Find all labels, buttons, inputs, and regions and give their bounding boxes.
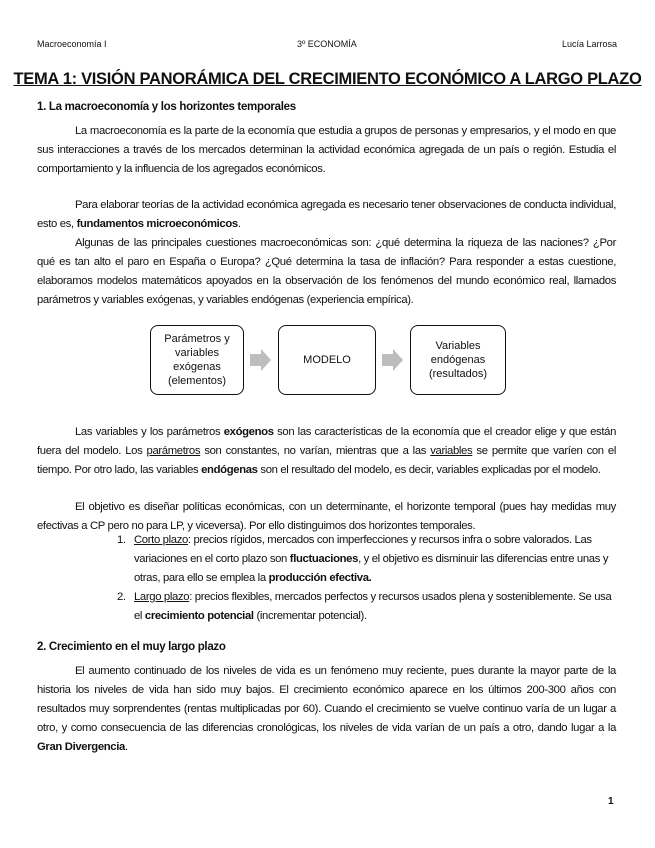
list-text <box>134 588 616 626</box>
bold-text: crecimiento potencial <box>144 610 254 622</box>
underlined-text: Corto plazo <box>134 534 188 546</box>
horizons-list <box>117 531 616 626</box>
paragraph <box>37 196 616 234</box>
bold-text: Gran Divergencia <box>37 741 125 753</box>
section-1-heading: 1. La macroeconomía y los horizontes temporales <box>37 101 296 113</box>
text-run: son las características de la economía que el creador elige y que están fuera del modelo. Los <box>37 426 617 457</box>
underlined-text: parámetros <box>146 445 201 457</box>
bold-text: fluctuaciones <box>289 553 359 565</box>
document-title: TEMA 1: VISIÓN PANORÁMICA DEL CRECIMIENTO ECONÓMICO A LARGO PLAZO <box>13 70 642 88</box>
text-run: Algunas de las principales cuestiones macroeconómicas son: ¿qué determina la riqueza de las naciones? ¿Por qué es tan alto el paro en España o Europa? ¿Qué determina la tasa de inflación? Para responder a estas cuestione, elaboramos modelos matemáticos apoyados en la observación de los fenómenos del mundo económico real, llamados parámetros y variables exógenas, y variables endógenas (experiencia empírica). <box>37 237 616 306</box>
section-2-heading: 2. Crecimiento en el muy largo plazo <box>37 641 226 653</box>
text-run: (incrementar potencial). <box>253 610 367 622</box>
list-number: 1. <box>117 534 126 546</box>
bold-text: producción efectiva. <box>268 572 372 584</box>
text-run: Para elaborar teorías de la actividad económica agregada es necesario tener observaciones de conducta individual, esto es, <box>37 199 616 230</box>
text-run: . <box>237 218 241 230</box>
text-run: son el resultado del modelo, es decir, variables explicadas por el modelo. <box>257 464 601 476</box>
text-run: El aumento continuado de los niveles de vida es un fenómeno muy reciente, pues durante la mayor parte de la historia los niveles de vida han sido muy bajos. El crecimiento económico aparece en los últimos 200-300 años con resultados muy sorprendentes (rentas multiplicadas por 60). Cuando el crecimiento se vuelve continuo varía de un lugar a otro, y como consecuencia de las diferencias cronológicas, los niveles de vida varían de un país a otro, dando lugar a la <box>37 665 616 734</box>
header-author: Lucía Larrosa <box>561 39 617 49</box>
list-number: 2. <box>117 591 126 603</box>
text-run: . <box>124 741 128 753</box>
bold-text: exógenos <box>223 426 274 438</box>
text-run: : precios rígidos, mercados con imperfecciones y recursos infra o sobre valorados. Las variaciones en el corto plazo son <box>134 534 592 565</box>
diagram-input-box: Parámetros y variables exógenas (elementos) <box>150 325 244 395</box>
text-run: El objetivo es diseñar políticas económicas, con un determinante, el horizonte temporal (pues hay medidas muy efectivas a CP pero no para LP, y viceversa). Por ello distinguimos dos horizontes temporales. <box>37 501 616 532</box>
diagram-output-box: Variables endógenas (resultados) <box>410 325 506 395</box>
list-item <box>117 531 616 588</box>
text-run: : precios flexibles, mercados perfectos y recursos usados plena y sosteniblemente. Se usa el <box>134 591 612 622</box>
paragraph <box>37 662 616 757</box>
bold-text: fundamentos microeconómicos <box>76 218 238 230</box>
underlined-text: variables <box>430 445 473 457</box>
bold-text: endógenas <box>201 464 258 476</box>
paragraph <box>37 122 616 179</box>
text-run: , y el objetivo es disminuir las diferencias entre unas y otras, para ello se emplea la <box>134 553 609 584</box>
text-run: se permite que varíen con el tiempo. Por otro lado, las variables <box>37 445 616 476</box>
paragraph <box>37 234 616 310</box>
list-text <box>134 531 616 588</box>
header-year: 3º ECONOMÍA <box>297 39 357 49</box>
text-run: La macroeconomía es la parte de la economía que estudia a grupos de personas y empresarios, y el modo en que sus interacciones a través de los mercados determinan la actividad económica agregada de un país o región. Estudia el comportamiento y la influencia de los agregados económicos. <box>37 125 616 175</box>
page-number: 1 <box>608 796 614 807</box>
list-item <box>117 588 616 626</box>
text-run: son constantes, no varían, mientras que a las <box>200 445 431 457</box>
underlined-text: Largo plazo <box>134 591 190 603</box>
header-course: Macroeconomía I <box>37 39 107 49</box>
paragraph <box>37 423 616 480</box>
diagram-model-box: MODELO <box>278 325 376 395</box>
text-run: Las variables y los parámetros <box>75 426 224 438</box>
